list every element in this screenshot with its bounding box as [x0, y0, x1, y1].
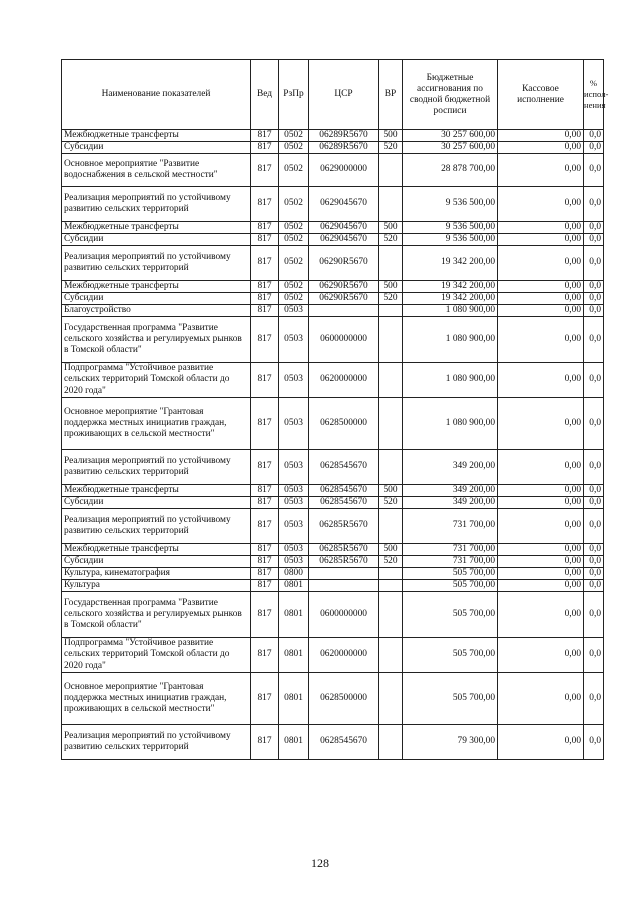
- cell-csr: 0628500000: [309, 398, 379, 450]
- cell-cash: 0,00: [498, 568, 584, 580]
- table-row: [62, 305, 604, 317]
- table-header-row: [62, 60, 604, 130]
- cell-rzpr: 0502: [279, 281, 309, 293]
- cell-ved: 817: [251, 317, 279, 363]
- cell-cash: 0,00: [498, 398, 584, 450]
- table-row: [62, 398, 604, 450]
- cell-rzpr: 0800: [279, 568, 309, 580]
- table-row: [62, 485, 604, 497]
- cell-budget: 9 536 500,00: [403, 222, 498, 234]
- cell-pct: 0,0: [584, 187, 604, 222]
- cell-name: Субсидии: [62, 497, 251, 509]
- cell-vr: 500: [379, 222, 403, 234]
- cell-ved: 817: [251, 363, 279, 398]
- cell-pct: 0,0: [584, 580, 604, 592]
- cell-budget: 505 700,00: [403, 638, 498, 673]
- cell-budget: 1 080 900,00: [403, 363, 498, 398]
- header-pct: % испол-нения: [584, 60, 604, 130]
- cell-cash: 0,00: [498, 638, 584, 673]
- cell-pct: 0,0: [584, 305, 604, 317]
- cell-budget: 349 200,00: [403, 497, 498, 509]
- cell-vr: [379, 363, 403, 398]
- cell-vr: 500: [379, 485, 403, 497]
- cell-rzpr: 0801: [279, 580, 309, 592]
- cell-vr: 520: [379, 142, 403, 154]
- cell-budget: 505 700,00: [403, 592, 498, 638]
- header-name: Наименование показателей: [62, 60, 251, 130]
- cell-budget: 19 342 200,00: [403, 281, 498, 293]
- cell-budget: 1 080 900,00: [403, 398, 498, 450]
- cell-pct: 0,0: [584, 592, 604, 638]
- cell-budget: 731 700,00: [403, 556, 498, 568]
- cell-budget: 731 700,00: [403, 544, 498, 556]
- cell-rzpr: 0801: [279, 673, 309, 725]
- cell-cash: 0,00: [498, 130, 584, 142]
- cell-name: Реализация мероприятий по устойчивому развитию сельских территорий: [62, 246, 251, 281]
- cell-csr: 06289R5670: [309, 142, 379, 154]
- table-row: [62, 317, 604, 363]
- cell-vr: [379, 317, 403, 363]
- cell-rzpr: 0503: [279, 556, 309, 568]
- cell-name: Субсидии: [62, 234, 251, 246]
- cell-name: Государственная программа "Развитие сельского хозяйства и регулируемых рынков в Томской области": [62, 592, 251, 638]
- table-row: [62, 450, 604, 485]
- cell-cash: 0,00: [498, 485, 584, 497]
- cell-rzpr: 0503: [279, 398, 309, 450]
- cell-pct: 0,0: [584, 222, 604, 234]
- cell-name: Межбюджетные трансферты: [62, 222, 251, 234]
- cell-csr: 06285R5670: [309, 556, 379, 568]
- table-body: [62, 130, 604, 760]
- cell-budget: 1 080 900,00: [403, 305, 498, 317]
- cell-name: Основное мероприятие "Грантовая поддержка местных инициатив граждан, проживающих в сельской местности": [62, 398, 251, 450]
- cell-vr: 500: [379, 544, 403, 556]
- cell-csr: [309, 580, 379, 592]
- cell-budget: 349 200,00: [403, 450, 498, 485]
- cell-ved: 817: [251, 580, 279, 592]
- cell-budget: 9 536 500,00: [403, 234, 498, 246]
- cell-name: Реализация мероприятий по устойчивому развитию сельских территорий: [62, 450, 251, 485]
- cell-name: Благоустройство: [62, 305, 251, 317]
- cell-cash: 0,00: [498, 281, 584, 293]
- cell-cash: 0,00: [498, 187, 584, 222]
- cell-name: Государственная программа "Развитие сельского хозяйства и регулируемых рынков в Томской области": [62, 317, 251, 363]
- cell-ved: 817: [251, 130, 279, 142]
- cell-pct: 0,0: [584, 130, 604, 142]
- cell-name: Культура, кинематография: [62, 568, 251, 580]
- header-csr: ЦСР: [309, 60, 379, 130]
- cell-ved: 817: [251, 293, 279, 305]
- cell-name: Подпрограмма "Устойчивое развитие сельских территорий Томской области до 2020 года": [62, 638, 251, 673]
- cell-csr: 06290R5670: [309, 293, 379, 305]
- cell-ved: 817: [251, 398, 279, 450]
- cell-name: Межбюджетные трансферты: [62, 130, 251, 142]
- cell-name: Основное мероприятие "Грантовая поддержка местных инициатив граждан, проживающих в сельской местности": [62, 673, 251, 725]
- cell-budget: 349 200,00: [403, 485, 498, 497]
- cell-csr: 06290R5670: [309, 281, 379, 293]
- cell-csr: 0629045670: [309, 234, 379, 246]
- cell-ved: 817: [251, 450, 279, 485]
- cell-cash: 0,00: [498, 450, 584, 485]
- cell-cash: 0,00: [498, 305, 584, 317]
- cell-budget: 19 342 200,00: [403, 246, 498, 281]
- cell-csr: 0620000000: [309, 363, 379, 398]
- table-row: [62, 568, 604, 580]
- cell-vr: [379, 725, 403, 760]
- cell-rzpr: 0502: [279, 130, 309, 142]
- cell-rzpr: 0503: [279, 450, 309, 485]
- cell-pct: 0,0: [584, 234, 604, 246]
- cell-ved: 817: [251, 556, 279, 568]
- table-row: [62, 725, 604, 760]
- cell-name: Субсидии: [62, 293, 251, 305]
- cell-pct: 0,0: [584, 293, 604, 305]
- cell-csr: [309, 568, 379, 580]
- cell-vr: [379, 398, 403, 450]
- cell-cash: 0,00: [498, 246, 584, 281]
- cell-vr: 500: [379, 130, 403, 142]
- cell-csr: 0620000000: [309, 638, 379, 673]
- header-ved: Вед: [251, 60, 279, 130]
- cell-ved: 817: [251, 154, 279, 187]
- cell-rzpr: 0801: [279, 592, 309, 638]
- cell-budget: 1 080 900,00: [403, 317, 498, 363]
- cell-pct: 0,0: [584, 142, 604, 154]
- cell-rzpr: 0502: [279, 222, 309, 234]
- cell-vr: [379, 154, 403, 187]
- cell-budget: 9 536 500,00: [403, 187, 498, 222]
- header-cash: Кассовое исполнение: [498, 60, 584, 130]
- table-row: [62, 509, 604, 544]
- cell-cash: 0,00: [498, 580, 584, 592]
- cell-vr: 520: [379, 234, 403, 246]
- cell-pct: 0,0: [584, 154, 604, 187]
- cell-pct: 0,0: [584, 544, 604, 556]
- cell-csr: 06285R5670: [309, 509, 379, 544]
- table-row: [62, 673, 604, 725]
- budget-execution-table: [61, 59, 609, 760]
- cell-pct: 0,0: [584, 485, 604, 497]
- cell-budget: 30 257 600,00: [403, 130, 498, 142]
- cell-rzpr: 0502: [279, 234, 309, 246]
- cell-pct: 0,0: [584, 725, 604, 760]
- cell-budget: 28 878 700,00: [403, 154, 498, 187]
- cell-csr: 0600000000: [309, 592, 379, 638]
- cell-ved: 817: [251, 246, 279, 281]
- cell-name: Подпрограмма "Устойчивое развитие сельских территорий Томской области до 2020 года": [62, 363, 251, 398]
- cell-vr: 500: [379, 281, 403, 293]
- cell-rzpr: 0503: [279, 363, 309, 398]
- cell-rzpr: 0502: [279, 246, 309, 281]
- header-vr: ВР: [379, 60, 403, 130]
- table-row: [62, 142, 604, 154]
- cell-ved: 817: [251, 638, 279, 673]
- cell-vr: [379, 568, 403, 580]
- table-row: [62, 154, 604, 187]
- cell-budget: 505 700,00: [403, 568, 498, 580]
- cell-ved: 817: [251, 222, 279, 234]
- cell-pct: 0,0: [584, 638, 604, 673]
- cell-cash: 0,00: [498, 234, 584, 246]
- cell-rzpr: 0503: [279, 497, 309, 509]
- table-row: [62, 592, 604, 638]
- cell-ved: 817: [251, 305, 279, 317]
- cell-budget: 19 342 200,00: [403, 293, 498, 305]
- cell-vr: [379, 673, 403, 725]
- cell-cash: 0,00: [498, 363, 584, 398]
- cell-ved: 817: [251, 673, 279, 725]
- table-row: [62, 234, 604, 246]
- cell-csr: 06290R5670: [309, 246, 379, 281]
- table-row: [62, 281, 604, 293]
- cell-ved: 817: [251, 509, 279, 544]
- cell-vr: [379, 592, 403, 638]
- cell-cash: 0,00: [498, 673, 584, 725]
- cell-rzpr: 0503: [279, 485, 309, 497]
- cell-vr: [379, 638, 403, 673]
- cell-pct: 0,0: [584, 281, 604, 293]
- cell-pct: 0,0: [584, 568, 604, 580]
- cell-vr: 520: [379, 556, 403, 568]
- cell-ved: 817: [251, 497, 279, 509]
- cell-cash: 0,00: [498, 293, 584, 305]
- cell-vr: [379, 305, 403, 317]
- cell-csr: 06285R5670: [309, 544, 379, 556]
- cell-name: Реализация мероприятий по устойчивому развитию сельских территорий: [62, 509, 251, 544]
- cell-name: Основное мероприятие "Развитие водоснабжения в сельской местности": [62, 154, 251, 187]
- cell-pct: 0,0: [584, 497, 604, 509]
- cell-csr: 0628545670: [309, 485, 379, 497]
- cell-pct: 0,0: [584, 363, 604, 398]
- cell-csr: 0628545670: [309, 497, 379, 509]
- cell-name: Реализация мероприятий по устойчивому развитию сельских территорий: [62, 725, 251, 760]
- table-row: [62, 130, 604, 142]
- table-row: [62, 246, 604, 281]
- cell-pct: 0,0: [584, 673, 604, 725]
- cell-name: Культура: [62, 580, 251, 592]
- cell-cash: 0,00: [498, 317, 584, 363]
- cell-vr: 520: [379, 293, 403, 305]
- cell-name: Межбюджетные трансферты: [62, 544, 251, 556]
- cell-rzpr: 0502: [279, 293, 309, 305]
- cell-cash: 0,00: [498, 725, 584, 760]
- cell-pct: 0,0: [584, 509, 604, 544]
- table-row: [62, 580, 604, 592]
- table-row: [62, 497, 604, 509]
- table-row: [62, 544, 604, 556]
- cell-pct: 0,0: [584, 317, 604, 363]
- header-rzpr: РзПр: [279, 60, 309, 130]
- cell-ved: 817: [251, 142, 279, 154]
- cell-vr: [379, 187, 403, 222]
- cell-name: Межбюджетные трансферты: [62, 485, 251, 497]
- cell-rzpr: 0503: [279, 305, 309, 317]
- cell-cash: 0,00: [498, 497, 584, 509]
- table-row: [62, 293, 604, 305]
- cell-rzpr: 0801: [279, 725, 309, 760]
- cell-budget: 505 700,00: [403, 673, 498, 725]
- cell-csr: 06289R5670: [309, 130, 379, 142]
- cell-rzpr: 0503: [279, 509, 309, 544]
- cell-budget: 30 257 600,00: [403, 142, 498, 154]
- cell-csr: 0629045670: [309, 187, 379, 222]
- cell-ved: 817: [251, 544, 279, 556]
- cell-name: Субсидии: [62, 556, 251, 568]
- cell-ved: 817: [251, 187, 279, 222]
- cell-ved: 817: [251, 568, 279, 580]
- cell-csr: [309, 305, 379, 317]
- cell-vr: [379, 580, 403, 592]
- cell-name: Субсидии: [62, 142, 251, 154]
- cell-cash: 0,00: [498, 222, 584, 234]
- cell-csr: 0628500000: [309, 673, 379, 725]
- cell-ved: 817: [251, 281, 279, 293]
- table-row: [62, 187, 604, 222]
- cell-cash: 0,00: [498, 556, 584, 568]
- cell-budget: 731 700,00: [403, 509, 498, 544]
- cell-budget: 79 300,00: [403, 725, 498, 760]
- cell-rzpr: 0502: [279, 142, 309, 154]
- cell-pct: 0,0: [584, 450, 604, 485]
- cell-pct: 0,0: [584, 398, 604, 450]
- cell-csr: 0628545670: [309, 725, 379, 760]
- cell-ved: 817: [251, 485, 279, 497]
- cell-cash: 0,00: [498, 544, 584, 556]
- table-row: [62, 222, 604, 234]
- cell-ved: 817: [251, 725, 279, 760]
- cell-name: Межбюджетные трансферты: [62, 281, 251, 293]
- cell-csr: 0629045670: [309, 222, 379, 234]
- cell-rzpr: 0503: [279, 317, 309, 363]
- cell-vr: [379, 246, 403, 281]
- cell-pct: 0,0: [584, 246, 604, 281]
- page-number: 128: [311, 856, 329, 870]
- table-row: [62, 556, 604, 568]
- cell-vr: [379, 450, 403, 485]
- table-row: [62, 638, 604, 673]
- cell-rzpr: 0801: [279, 638, 309, 673]
- cell-csr: 0600000000: [309, 317, 379, 363]
- cell-csr: 0629000000: [309, 154, 379, 187]
- cell-pct: 0,0: [584, 556, 604, 568]
- cell-budget: 505 700,00: [403, 580, 498, 592]
- cell-cash: 0,00: [498, 509, 584, 544]
- table-row: [62, 363, 604, 398]
- cell-cash: 0,00: [498, 154, 584, 187]
- cell-ved: 817: [251, 234, 279, 246]
- cell-csr: 0628545670: [309, 450, 379, 485]
- cell-vr: [379, 509, 403, 544]
- cell-rzpr: 0502: [279, 154, 309, 187]
- cell-name: Реализация мероприятий по устойчивому развитию сельских территорий: [62, 187, 251, 222]
- cell-rzpr: 0503: [279, 544, 309, 556]
- cell-cash: 0,00: [498, 142, 584, 154]
- cell-vr: 520: [379, 497, 403, 509]
- cell-rzpr: 0502: [279, 187, 309, 222]
- header-budget: Бюджетные ассигнования по сводной бюджетной росписи: [403, 60, 498, 130]
- cell-cash: 0,00: [498, 592, 584, 638]
- cell-ved: 817: [251, 592, 279, 638]
